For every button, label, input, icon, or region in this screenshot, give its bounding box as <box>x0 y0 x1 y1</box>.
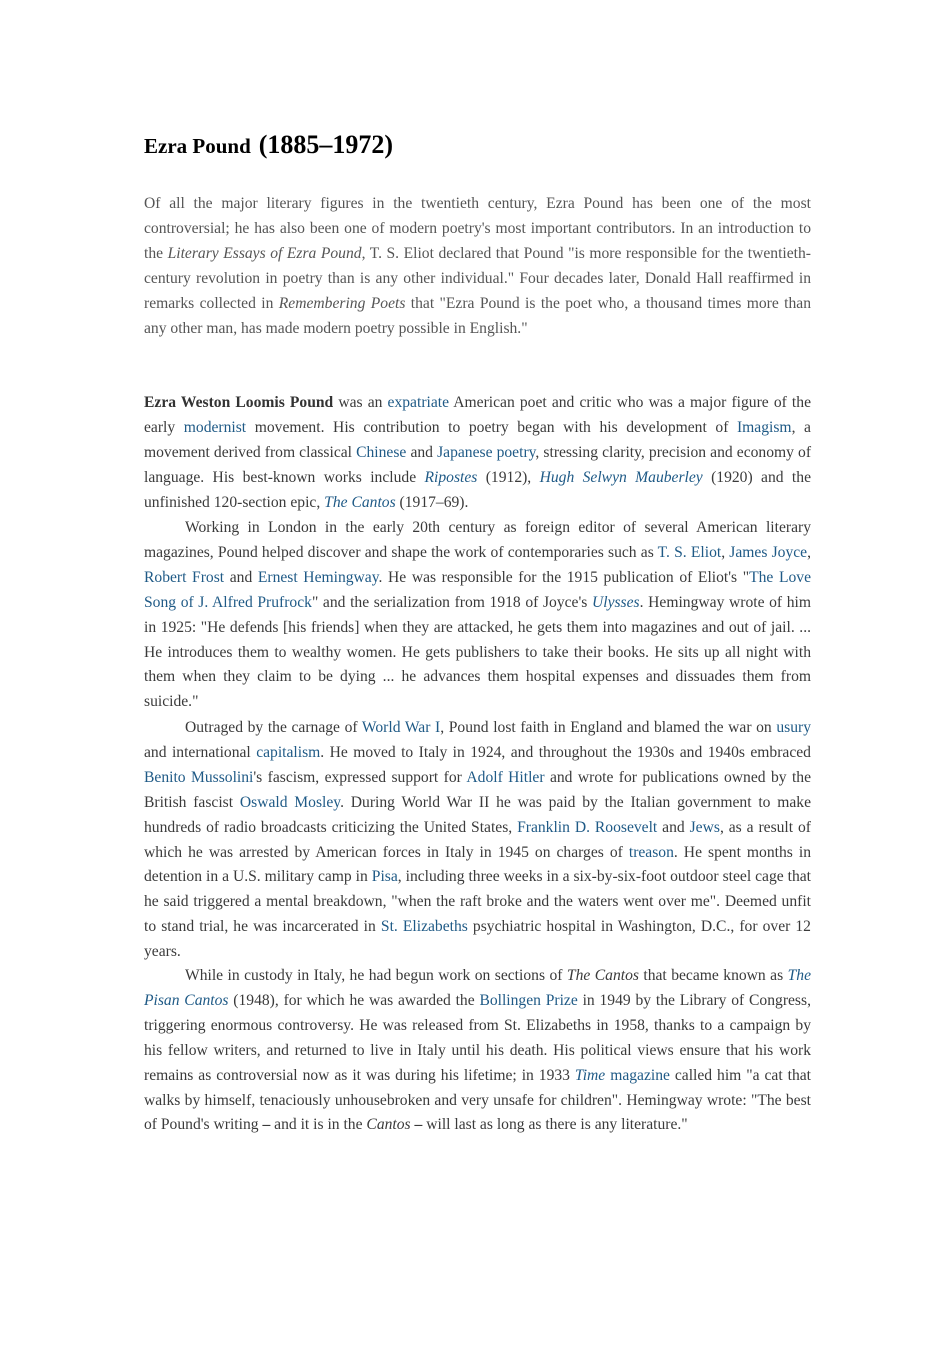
link-magazine[interactable]: magazine <box>610 1066 670 1084</box>
link-capitalism[interactable]: capitalism <box>256 743 321 761</box>
link-imagism[interactable]: Imagism <box>736 418 792 436</box>
link-jews[interactable]: Jews <box>689 818 720 836</box>
link-benito-mussolini[interactable]: Benito Mussolini <box>144 768 254 786</box>
link-robert-frost[interactable]: Robert Frost <box>144 568 225 586</box>
link-treason[interactable]: treason <box>628 843 674 861</box>
book-title: Remembering Poets <box>278 294 406 312</box>
custody-paragraph: While in custody in Italy, he had begun work on sections of The Cantos that became known as The Pisan Cantos (1948), for which he was awarded the Bollingen Prize in 1949 by the Library of Congress, triggering enormous controversy. He was released from St. Elizabeths in 1958, thanks to a campaign by his fellow writers, and returned to live in Italy until his death. His political views ensure that his work remains as controversial now as it was during his lifetime; in 1933 Time magazine called him "a cat that walks by himself, tenaciously unhousebroken and very unsafe for children". Hemingway wrote: "The best of Pound's writing – and it is in the Cantos – will last as long as there is any literature." <box>144 967 811 1134</box>
page-title <box>144 124 393 161</box>
link-japanese-poetry[interactable]: Japanese poetry <box>437 443 536 461</box>
link-hugh-selwyn-mauberley[interactable]: Hugh Selwyn Mauberley <box>539 468 703 486</box>
link-adolf-hitler[interactable]: Adolf Hitler <box>466 768 545 786</box>
link-chinese[interactable]: Chinese <box>356 443 407 461</box>
link-franklin-d-roosevelt[interactable]: Franklin D. Roosevelt <box>517 818 658 836</box>
link-usury[interactable]: usury <box>776 719 811 736</box>
link-ripostes[interactable]: Ripostes <box>424 468 478 486</box>
link-the-cantos[interactable]: The Cantos <box>324 493 396 511</box>
link-the-pisan-cantos[interactable]: The Pisan Cantos <box>144 967 811 1009</box>
war-paragraph: Outraged by the carnage of World War I, Pound lost faith in England and blamed the war on usury and international capitalism. He moved to Italy in 1924, and throughout the 1930s and 1940s embraced Benito Mussolini's fascism, expressed support for Adolf Hitler and wrote for publications owned by the British fascist Oswald Mosley. During World War II he was paid by the Italian government to make hundreds of radio broadcasts criticizing the United States, Franklin D. Roosevelt and Jews, as a result of which he was arrested by American forces in Italy in 1945 on charges of treason. He spent months in detention in a U.S. military camp in Pisa, including three weeks in a six-by-six-foot outdoor steel cage that he said triggered a mental breakdown, "when the raft broke and the waters went over me". Deemed unfit to stand trial, he was incarcerated in St. Elizabeths psychiatric hospital in Washington, D.C., for over 12 years. <box>144 719 812 961</box>
book-title: Literary Essays of Ezra Pound <box>167 244 362 262</box>
link-expatriate[interactable]: expatriate <box>387 394 450 411</box>
link-st-elizabeths[interactable]: St. Elizabeths <box>380 918 468 936</box>
link-james-joyce[interactable]: James Joyce <box>729 543 808 561</box>
link-pisa[interactable]: Pisa <box>371 868 398 886</box>
link-oswald-mosley[interactable]: Oswald Mosley <box>239 793 341 811</box>
link-world-war-i[interactable]: World War I <box>361 719 441 736</box>
book-title: Cantos <box>366 1116 411 1134</box>
link-time[interactable]: Time <box>574 1066 606 1084</box>
link-ulysses[interactable]: Ulysses <box>591 593 640 611</box>
london-paragraph: Working in London in the early 20th century as foreign editor of several American literary magazines, Pound helped discover and shape the work of contemporaries such as T. S. Eliot, James Joyce, Robert Frost and Ernest Hemingway. He was responsible for the 1915 publication of Eliot's "The Love Song of J. Alfred Prufrock" and the serialization from 1918 of Joyce's Ulysses. Hemingway wrote of him in 1925: "He defends [his friends] when they are attacked, he gets them into magazines and out of jail. ... He introduces them to wealthy women. He gets publishers to take their books. He sits up all night with them when they claim to be dying ... he advances them hospital expenses and dissuades them from suicide." <box>144 519 812 711</box>
link-ernest-hemingway[interactable]: Ernest Hemingway <box>257 568 379 586</box>
link-bollingen-prize[interactable]: Bollingen Prize <box>479 991 578 1009</box>
intro-paragraph: Of all the major literary figures in the twentieth century, Ezra Pound has been one of the most controversial; he has also been one of modern poetry's most important contributors. In an introduction to the Literary Essays of Ezra Pound, T. S. Eliot declared that Pound "is more responsible for the twentieth-century revolution in poetry than is any other individual." Four decades later, Donald Hall reaffirmed in remarks collected in Remembering Poets that "Ezra Pound is the poet who, a thousand times more than any other man, has made modern poetry possible in English." <box>144 195 811 337</box>
full-name: Ezra Weston Loomis Pound <box>144 394 334 411</box>
title-dates: (1885–1972) <box>258 130 394 159</box>
title-name: Ezra Pound <box>144 134 251 158</box>
link-modernist[interactable]: modernist <box>183 418 247 436</box>
book-title: The Cantos <box>566 967 639 984</box>
bio-paragraph: Ezra Weston Loomis Pound was an expatriate American poet and critic who was a major figure of the early modernist movement. His contribution to poetry began with his development of Imagism, a movement derived from classical Chinese and Japanese poetry, stressing clarity, precision and economy of language. His best-known works include Ripostes (1912), Hugh Selwyn Mauberley (1920) and the unfinished 120-section epic, The Cantos (1917–69). <box>144 394 812 511</box>
link-ts-eliot[interactable]: T. S. Eliot <box>657 543 722 561</box>
link-prufrock[interactable]: The Love Song of J. Alfred Prufrock <box>144 568 811 611</box>
